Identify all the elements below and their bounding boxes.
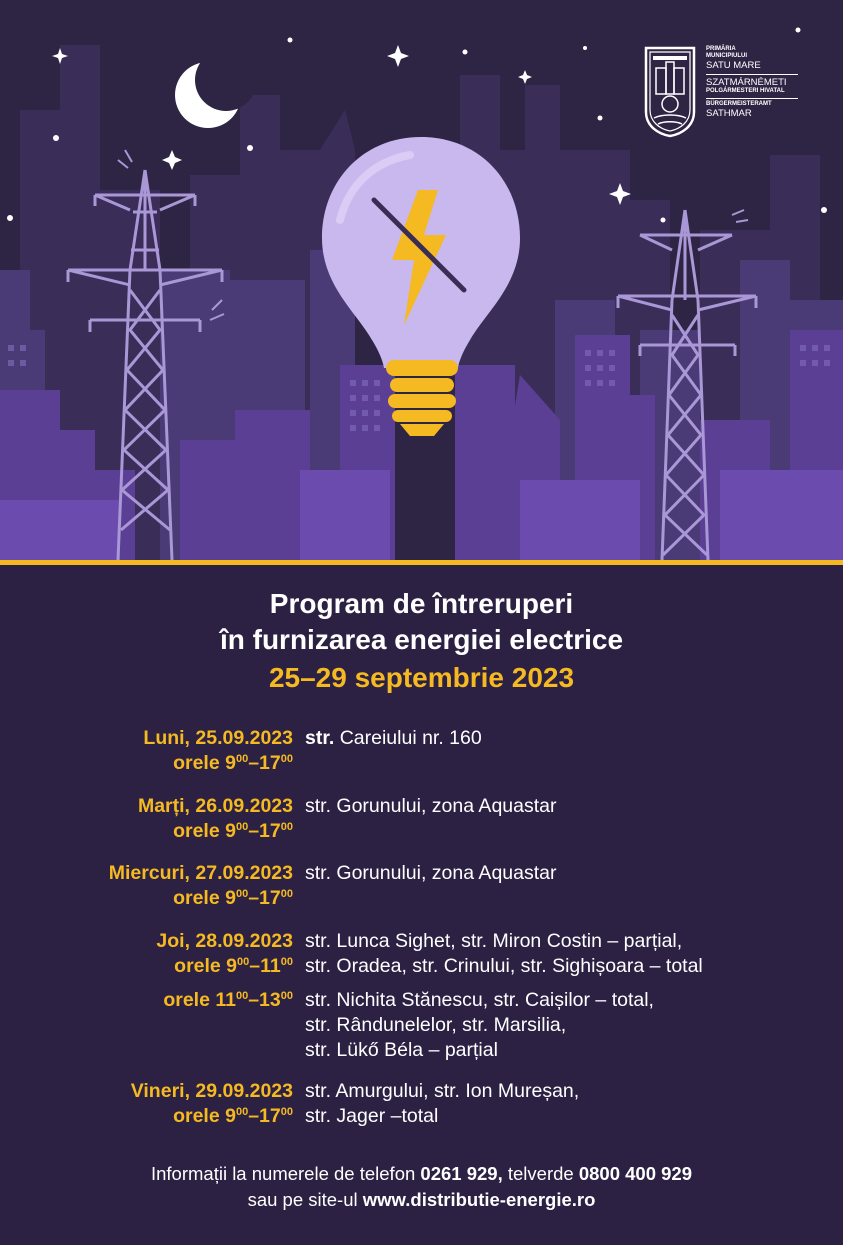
city-hall-name xyxy=(706,46,798,119)
schedule-streets: str. Gorunului, zona Aquastar xyxy=(305,862,557,884)
logo-line7: SATHMAR xyxy=(706,108,752,119)
schedule-day xyxy=(163,988,293,1013)
schedule-day xyxy=(156,929,293,979)
logo-divider xyxy=(706,74,798,75)
day-label: Luni, 25.09.2023 xyxy=(143,727,293,749)
day-label: Vineri, 29.09.2023 xyxy=(130,1080,293,1102)
schedule-day xyxy=(143,726,293,776)
day-label: Miercuri, 27.09.2023 xyxy=(108,862,293,884)
schedule-day xyxy=(131,1079,293,1129)
hours-label: orele $9^{00}-17^{00}$ xyxy=(173,820,293,842)
streets-line: str. Oradea, str. Crinului, str. Sighișoara – total xyxy=(305,955,703,977)
streets-line: str. Amurgului, str. Ion Mureșan, xyxy=(305,1080,580,1102)
hours-label: orele $11^{00}-13^{00}$ xyxy=(163,989,293,1011)
toll-free-number[interactable]: 0800 400 929 xyxy=(578,1163,693,1184)
day-label: Marți, 26.09.2023 xyxy=(137,795,293,817)
hours-label: orele $9^{00}-11^{00}$ xyxy=(174,955,293,977)
title-line1: Program de întreruperi xyxy=(269,588,574,619)
streets-line: str. Lükő Béla – parțial xyxy=(305,1039,498,1061)
contact-info xyxy=(0,1161,843,1213)
logo-line5: POLGÁRMESTERI HIVATAL xyxy=(706,88,785,94)
phone-number[interactable]: 0261 929, xyxy=(420,1163,503,1184)
logo-line2: MUNICIPIULUI xyxy=(706,53,747,59)
title-dates: 25–29 septembrie 2023 xyxy=(268,662,575,693)
logo-line6: BÜRGERMEISTERAMT xyxy=(706,101,772,107)
logo-line4: SZATMÁRNÉMETI xyxy=(706,77,787,88)
schedule-streets: str. Gorunului, zona Aquastar xyxy=(305,795,557,817)
title-line2: în furnizarea energiei electrice xyxy=(219,624,624,655)
streets-line: str. Jager –total xyxy=(305,1105,439,1127)
yellow-divider xyxy=(0,560,843,565)
hero-illustration xyxy=(0,0,843,560)
schedule-day xyxy=(109,861,293,911)
schedule-streets xyxy=(305,988,654,1063)
hours-label: orele $9^{00}-17^{00}$ xyxy=(173,887,293,909)
streets-line: str. Lunca Sighet, str. Miron Costin – parțial, xyxy=(305,930,683,952)
schedule-streets xyxy=(305,929,703,979)
streets-line: str. Nichita Stănescu, str. Caișilor – total, xyxy=(305,989,654,1011)
schedule-streets xyxy=(305,1079,579,1129)
hours-label: orele $9^{00}-17^{00}$ xyxy=(173,752,293,774)
schedule-day xyxy=(138,794,293,844)
city-crest-icon xyxy=(644,46,696,138)
website-line: sau pe site-ul www.distributie-energie.ro xyxy=(247,1189,596,1210)
website-link[interactable]: www.distributie-energie.ro xyxy=(362,1189,596,1210)
streets-line: str. Rândunelelor, str. Marsilia, xyxy=(305,1014,567,1036)
schedule-streets: str. Careiului nr. 160 xyxy=(305,727,482,749)
page-title xyxy=(0,586,843,698)
city-hall-logo xyxy=(644,46,804,138)
hours-label: orele $9^{00}-17^{00}$ xyxy=(173,1105,293,1127)
logo-divider xyxy=(706,98,798,99)
day-label: Joi, 28.09.2023 xyxy=(156,930,293,952)
logo-line1: PRIMĂRIA xyxy=(706,46,736,52)
phone-line: Informații la numerele de telefon 0261 929, telverde 0800 400 929 xyxy=(150,1163,693,1184)
logo-line3: SATU MARE xyxy=(706,60,761,71)
